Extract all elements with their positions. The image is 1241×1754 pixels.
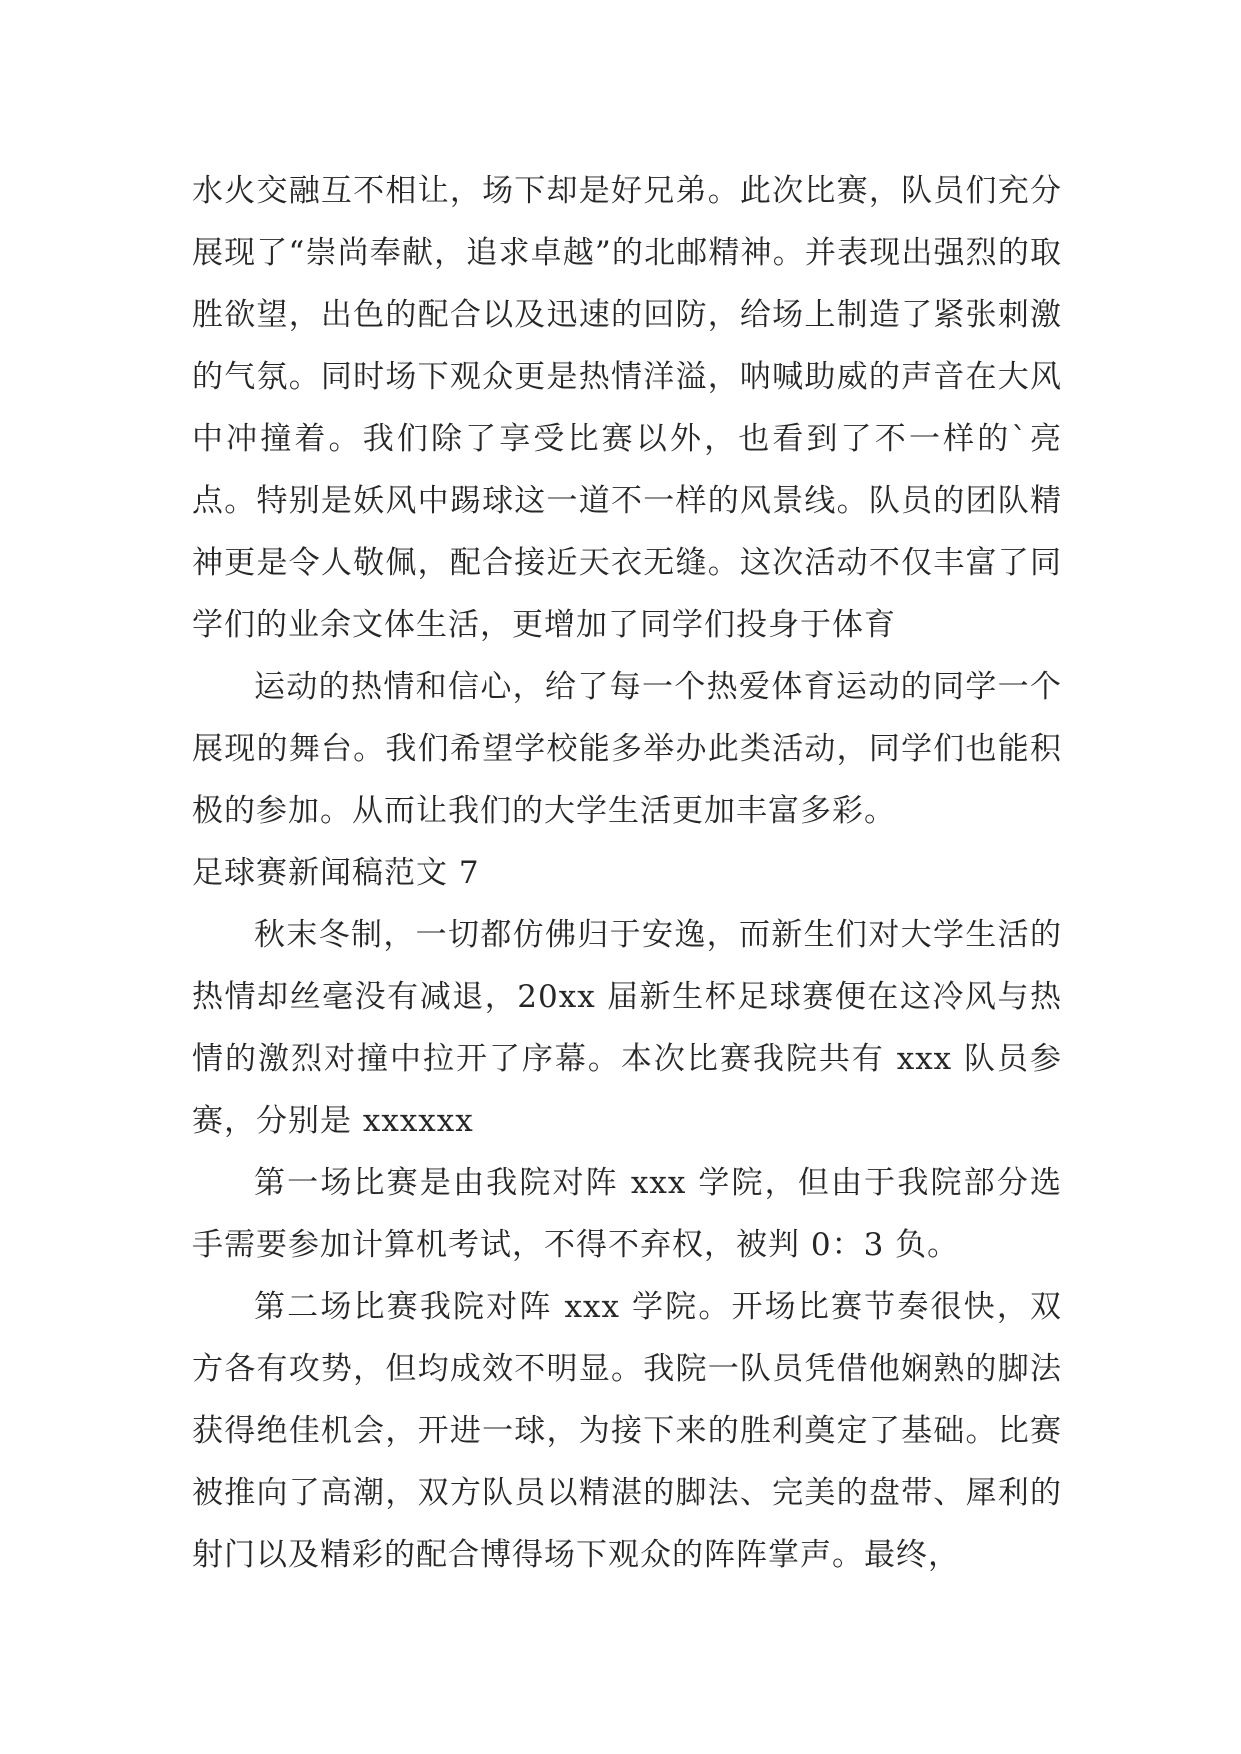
paragraph-5: 第二场比赛我院对阵 xxx 学院。开场比赛节奏很快，双方各有攻势，但均成效不明显。我院一队员凭借他娴熟的脚法获得绝佳机会，开进一球，为接下来的胜利奠定了基础。比赛被推向了高潮，双方队员以精湛的脚法、完美的盘带、犀利的射门以及精彩的配合博得场下观众的阵阵掌声。最终， <box>192 1289 1062 1573</box>
section-heading: 足球赛新闻稿范文 7 <box>192 855 480 891</box>
paragraph-4: 第一场比赛是由我院对阵 xxx 学院，但由于我院部分选手需要参加计算机考试，不得不弃权，被判 0：3 负。 <box>192 1165 1062 1263</box>
paragraph-2: 运动的热情和信心，给了每一个热爱体育运动的同学一个展现的舞台。我们希望学校能多举办此类活动，同学们也能积极的参加。从而让我们的大学生活更加丰富多彩。 <box>192 669 1062 829</box>
document-body <box>192 160 1062 1586</box>
paragraph-3: 秋末冬制，一切都仿佛归于安逸，而新生们对大学生活的热情却丝毫没有减退，20xx 届新生杯足球赛便在这冷风与热情的激烈对撞中拉开了序幕。本次比赛我院共有 xxx 队员参赛，分别是 xxxxxx <box>192 917 1062 1139</box>
paragraph-1: 水火交融互不相让，场下却是好兄弟。此次比赛，队员们充分展现了“崇尚奉献，追求卓越”的北邮精神。并表现出强烈的取胜欲望，出色的配合以及迅速的回防，给场上制造了紧张刺激的气氛。同时场下观众更是热情洋溢，呐喊助威的声音在大风中冲撞着。我们除了享受比赛以外，也看到了不一样的`亮点。特别是妖风中踢球这一道不一样的风景线。队员的团队精神更是令人敬佩，配合接近天衣无缝。这次活动不仅丰富了同学们的业余文体生活，更增加了同学们投身于体育 <box>192 173 1062 643</box>
